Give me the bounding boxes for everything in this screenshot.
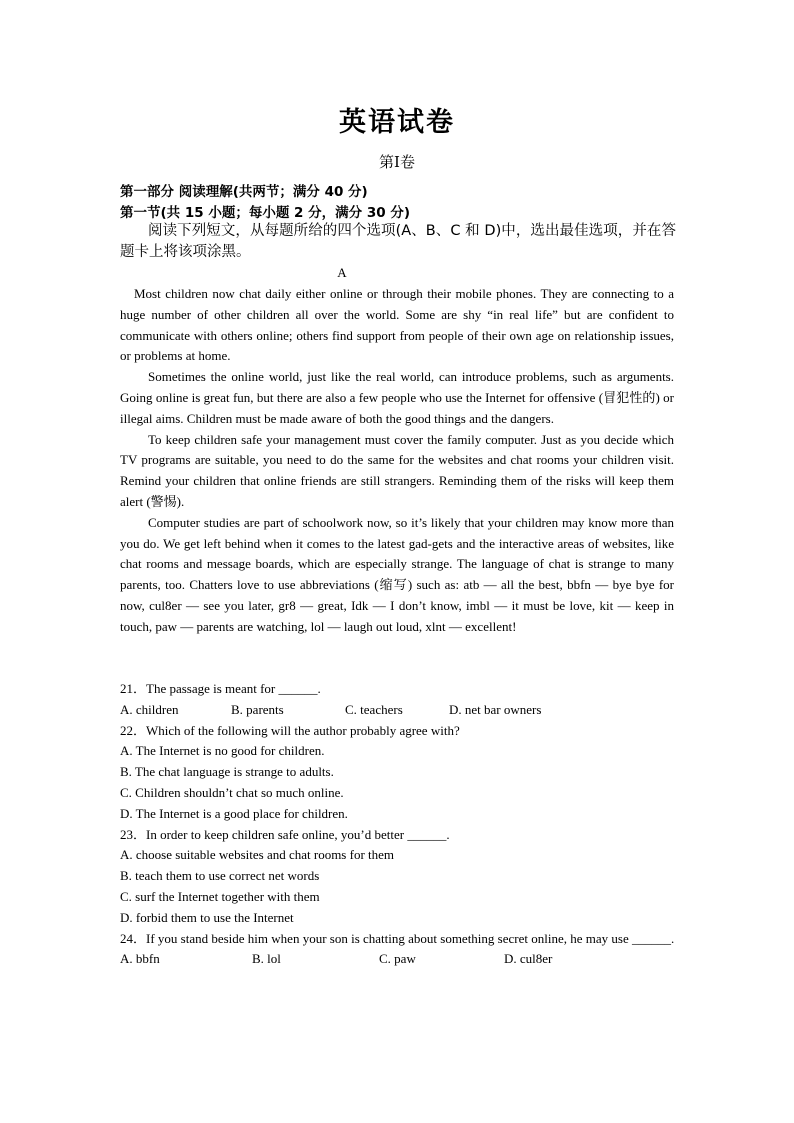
option: B. lol [252, 951, 281, 967]
option: D. cul8er [504, 951, 553, 967]
option: A. choose suitable websites and chat rooms for them [120, 847, 395, 863]
option: D. The Internet is a good place for children. [120, 805, 348, 821]
passage-paragraph: Sometimes the online world, just like the real world, can introduce problems, such as arguments. Going online is great fun, but there are also a few people who use the Internet for offensive (冒犯性的) or illegal aims. Children must be made aware of both the good things and the dangers. [120, 369, 674, 426]
question-stem: 21．The passage is meant for ______. [120, 681, 321, 696]
option: C. paw [379, 951, 416, 967]
passage-paragraph: Computer studies are part of schoolwork now, so it’s likely that your children may know more than you do. We get left behind when it comes to the latest gad-gets and the interactive areas of websites, like chat rooms and message boards, which are especially strange. The language of chat is strange to many parents, too. Chatters love to use abbreviations (缩写) such as: atb — all the best, bbfn — bye bye for now, cul8er — see you later, gr8 — great, Idk — I don’t know, imbl — it must be love, kit — keep in touch, paw — parents are watching, lol — laugh out loud, xlnt — excellent! [120, 514, 674, 634]
question-list [120, 679, 676, 970]
passage-label: A [337, 265, 347, 280]
section-heading: 第一节(共 15 小题；每小题 2 分，满分 30 分) [120, 205, 411, 221]
option: B. parents [231, 701, 284, 717]
option: A. children [120, 701, 179, 717]
option: D. net bar owners [449, 701, 542, 717]
question-stem: 23．In order to keep children safe online, you’d better ______. [120, 826, 450, 842]
option: C. surf the Internet together with them [120, 888, 320, 904]
passage-paragraph: To keep children safe your management must cover the family computer. Just as you decide which TV programs are suitable, you need to do the same for the websites and chat rooms your children visit. Remind your children that online friends are still strangers. Reminding them of the risks will keep them alert (警惕). [120, 431, 674, 509]
option: A. The Internet is no good for children. [120, 743, 325, 759]
passage [120, 284, 674, 638]
volume-heading: 第Ⅰ卷 [379, 153, 415, 171]
question-stem: 24．If you stand beside him when your son is chatting about something secret online, he may use ______. [120, 930, 675, 946]
passage-paragraph: Most children now chat daily either online or through their mobile phones. They are connecting to a huge number of other children all over the world. Some are shy “in real life” but are confident to communicate with others online; others find support from people of their own age on relationship issues, or problems at home. [120, 286, 674, 364]
option: A. bbfn [120, 951, 160, 967]
option: B. The chat language is strange to adults. [120, 764, 334, 780]
option: C. teachers [345, 701, 403, 717]
option: C. Children shouldn’t chat so much online. [120, 784, 344, 800]
instructions: 阅读下列短文，从每题所给的四个选项(A、B、C 和 D)中，选出最佳选项，并在答题卡上将该项涂黑。 [120, 223, 676, 260]
option: D. forbid them to use the Internet [120, 909, 294, 925]
question-stem: 22．Which of the following will the author probably agree with? [120, 722, 460, 738]
question-options [120, 949, 676, 970]
option: B. teach them to use correct net words [120, 868, 320, 884]
question-options [120, 700, 676, 721]
part-heading: 第一部分 阅读理解(共两节；满分 40 分) [120, 184, 368, 200]
exam-title: 英语试卷 [339, 107, 455, 138]
